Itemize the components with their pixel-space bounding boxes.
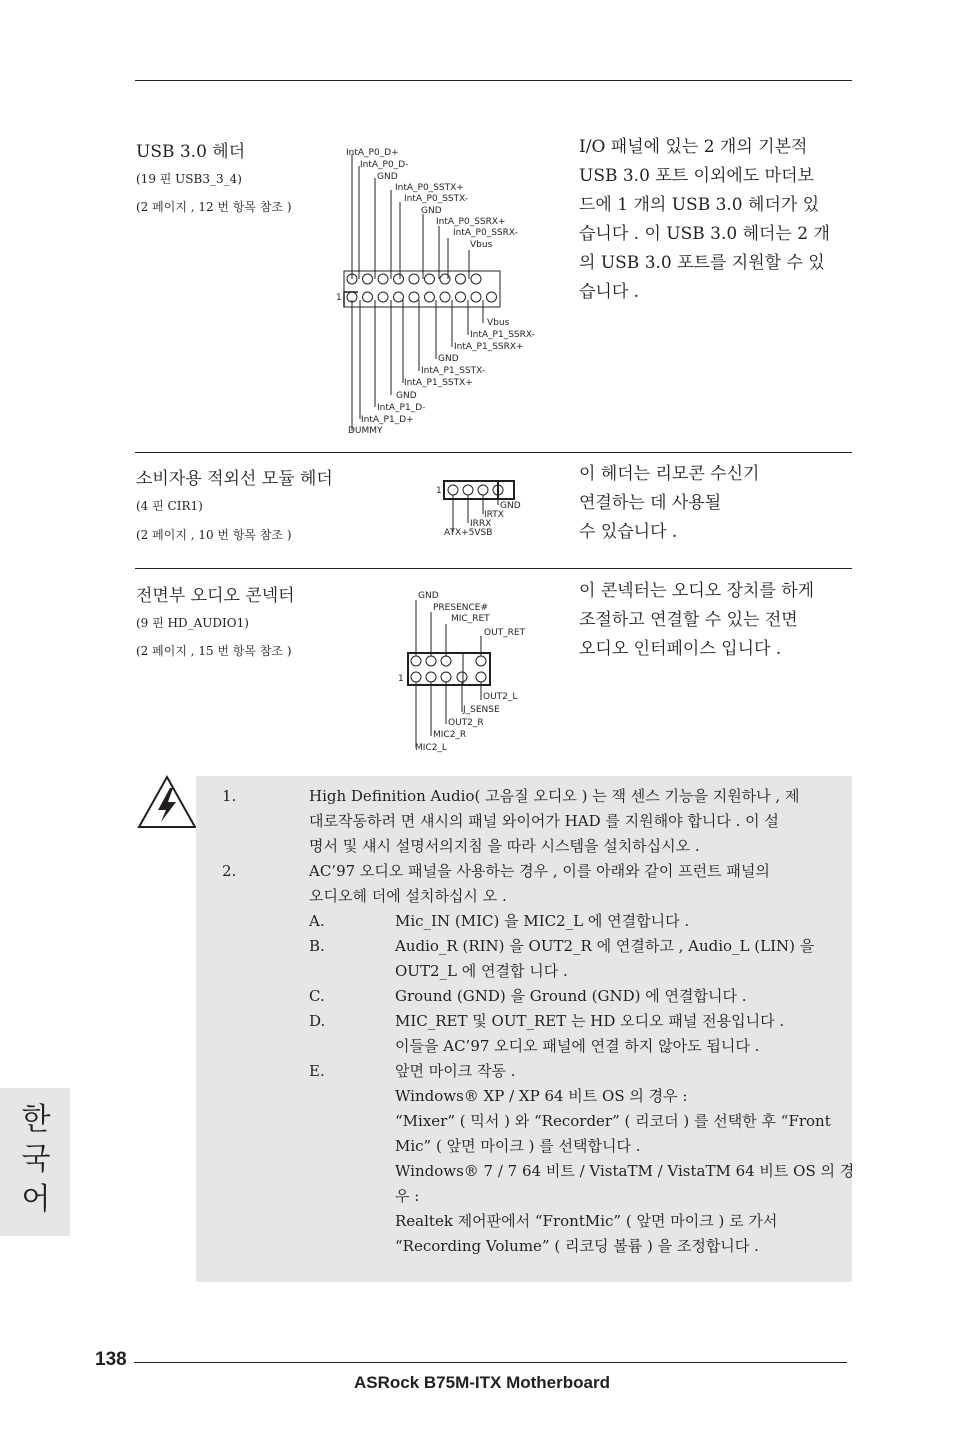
- cir-label: ATX+5VSB: [444, 528, 493, 538]
- footer-rule: [134, 1362, 847, 1363]
- desc-line: 조절하고 연결할 수 있는 전면: [579, 610, 798, 630]
- usb-pin-top: [425, 274, 435, 284]
- note-sub-letter: C.: [309, 987, 325, 1005]
- usb-bottom-label: IntA_P1_D-: [377, 403, 426, 413]
- usb-top-label: IntA_P0_D-: [360, 160, 409, 170]
- note-sub-letter: D.: [309, 1012, 326, 1030]
- usb-pin-bottom: [487, 292, 497, 302]
- usb-pin-top: [456, 274, 466, 284]
- desc-line: 의 USB 3.0 포트를 지원할 수 있: [579, 253, 825, 273]
- note-text: MIC_RET 및 OUT_RET 는 HD 오디오 패널 전용입니다 .: [395, 1012, 785, 1030]
- cir-header-pins: (4 핀 CIR1): [136, 499, 203, 513]
- usb-bottom-label: Vbus: [487, 318, 510, 328]
- note-text: Audio_R (RIN) 을 OUT2_R 에 연결하고 , Audio_L (LIN) 을: [395, 937, 815, 955]
- usb-pin-bottom: [471, 292, 481, 302]
- warning-icon: [136, 774, 198, 830]
- usb-pin-top: [363, 274, 373, 284]
- desc-line: 습니다 .: [579, 282, 640, 302]
- note-text: Ground (GND) 을 Ground (GND) 에 연결합니다 .: [395, 987, 747, 1005]
- cir-pin-diagram: [430, 475, 540, 545]
- note-text: Realtek 제어판에서 “FrontMic” ( 앞면 마이크 ) 로 가서: [395, 1212, 778, 1230]
- language-tab: [0, 1088, 70, 1236]
- usb-pin-bottom: [378, 292, 388, 302]
- note-text: 명서 및 섀시 설명서의지침 을 따라 시스템을 설치하십시오 .: [309, 837, 700, 855]
- note-text: Windows® XP / XP 64 비트 OS 의 경우 :: [395, 1087, 688, 1105]
- desc-line: 수 있습니다 .: [579, 522, 678, 542]
- usb-top-label: GND: [377, 172, 398, 182]
- audio-bottom-label: MIC2_R: [433, 730, 467, 740]
- language-tab-label: 한국어: [21, 1102, 51, 1217]
- note-text: 대로작동하려 면 섀시의 패널 와이어가 HAD 를 지원해야 합니다 . 이 설: [309, 812, 779, 830]
- note-text: OUT2_L 에 연결합 니다 .: [395, 962, 568, 980]
- note-text: High Definition Audio( 고음질 오디오 ) 는 잭 센스 기능을 지원하나 , 제: [309, 787, 800, 805]
- audio-top-label: GND: [418, 591, 439, 601]
- note-text: “Mixer” ( 믹서 ) 와 “Recorder” ( 리코더 ) 를 선택한 후 “Front: [395, 1112, 831, 1130]
- audio-top-label: OUT_RET: [484, 628, 526, 638]
- note-sub-letter: B.: [309, 937, 325, 955]
- usb-pin-bottom: [456, 292, 466, 302]
- usb-top-label: IntA_P0_SSRX+: [436, 217, 506, 227]
- usb-bottom-label: GND: [438, 354, 459, 364]
- section-divider: [135, 568, 852, 569]
- audio-top-label: MIC_RET: [451, 614, 490, 624]
- desc-line: 습니다 . 이 USB 3.0 헤더는 2 개: [579, 224, 830, 244]
- desc-line: 연결하는 데 사용될: [579, 493, 722, 513]
- usb-pin-top: [394, 274, 404, 284]
- audio-top-label: PRESENCE#: [433, 603, 489, 613]
- usb-pin-diagram: [330, 140, 570, 440]
- usb-top-label: IntA_P0_SSTX+: [395, 183, 464, 193]
- note-text: “Recording Volume” ( 리코딩 볼륨 ) 을 조정합니다 .: [395, 1237, 759, 1255]
- usb-bottom-label: IntA_P1_SSTX+: [404, 378, 473, 388]
- usb-bottom-label: IntA_P1_D+: [361, 415, 414, 425]
- pin1-label: 1: [336, 293, 342, 303]
- usb-bottom-label: DUMMY: [348, 426, 383, 436]
- usb-bottom-label: IntA_P1_SSRX+: [454, 342, 524, 352]
- usb-top-label: Vbus: [470, 240, 493, 250]
- note-number: 1.: [222, 787, 237, 805]
- audio-header-pins: (9 핀 HD_AUDIO1): [136, 616, 249, 630]
- audio-bottom-label: J_SENSE: [463, 705, 500, 715]
- cir-header-ref: (2 페이지 , 10 번 항목 참조 ): [136, 528, 292, 542]
- pin1-label: 1: [436, 486, 442, 496]
- usb-pin-bottom: [440, 292, 450, 302]
- usb-top-label: IntA_P0_SSRX-: [453, 228, 518, 238]
- usb-top-label: GND: [421, 206, 442, 216]
- note-text: AC’97 오디오 패널을 사용하는 경우 , 이를 아래와 같이 프런트 패널의: [309, 862, 770, 880]
- usb-pin-bottom: [409, 292, 419, 302]
- cir-header-title: 소비자용 적외선 모듈 헤더: [136, 469, 333, 489]
- cir-label: IRRX: [470, 519, 492, 529]
- desc-line: 오디오 인터페이스 입니다 .: [579, 639, 782, 659]
- usb-header-pins: (19 핀 USB3_3_4): [136, 172, 242, 186]
- note-text: 앞면 마이크 작동 .: [395, 1062, 516, 1080]
- usb-pin-top: [378, 274, 388, 284]
- page-number: 138: [95, 1349, 127, 1370]
- audio-header-ref: (2 페이지 , 15 번 항목 참조 ): [136, 644, 292, 658]
- usb-header-description: [579, 133, 830, 307]
- usb-bottom-label: IntA_P1_SSTX-: [421, 366, 486, 376]
- desc-line: USB 3.0 포트 이외에도 마더보: [579, 166, 814, 186]
- top-rule: [135, 80, 852, 81]
- note-text: Windows® 7 / 7 64 비트 / VistaTM / VistaTM 64 비트 OS 의 경: [395, 1162, 855, 1180]
- section-divider: [135, 452, 852, 453]
- note-text: Mic_IN (MIC) 을 MIC2_L 에 연결합니다 .: [395, 912, 690, 930]
- cir-label: IRTX: [484, 510, 504, 520]
- usb-top-label: IntA_P0_SSTX-: [404, 194, 469, 204]
- usb-pin-bottom: [363, 292, 373, 302]
- footer-product-name: ASRock B75M-ITX Motherboard: [354, 1373, 610, 1392]
- usb-bottom-label: IntA_P1_SSRX-: [470, 330, 535, 340]
- audio-bottom-label: MIC2_L: [415, 743, 447, 753]
- usb-bottom-label: GND: [396, 391, 417, 401]
- note-sub-letter: A.: [309, 912, 325, 930]
- cir-label: GND: [500, 501, 521, 511]
- audio-header-title: 전면부 오디오 콘넥터: [136, 586, 295, 606]
- usb-header-ref: (2 페이지 , 12 번 항목 참조 ): [136, 200, 292, 214]
- note-text: 우 :: [395, 1187, 420, 1205]
- note-text: 오디오헤 더에 설치하십시 오 .: [309, 887, 507, 905]
- audio-header-description: [579, 577, 814, 664]
- usb-pin-bottom: [425, 292, 435, 302]
- audio-bottom-label: OUT2_R: [448, 718, 484, 728]
- usb-pin-top: [409, 274, 419, 284]
- pin1-label: 1: [398, 674, 404, 684]
- desc-line: 이 헤더는 리모콘 수신기: [579, 464, 760, 484]
- audio-pin-diagram: [395, 588, 545, 758]
- cir-header-description: [579, 460, 759, 547]
- usb-top-label: IntA_P0_D+: [346, 148, 399, 158]
- desc-line: 드에 1 개의 USB 3.0 헤더가 있: [579, 195, 820, 215]
- note-number: 2.: [222, 862, 237, 880]
- usb-pin-top: [471, 274, 481, 284]
- note-text: 이들을 AC’97 오디오 패널에 연결 하지 않아도 됩니다 .: [395, 1037, 760, 1055]
- usb-pin-bottom: [394, 292, 404, 302]
- desc-line: 이 콘넥터는 오디오 장치를 하게: [579, 581, 815, 601]
- note-sub-letter: E.: [309, 1062, 325, 1080]
- usb-header-title: USB 3.0 헤더: [136, 142, 246, 162]
- audio-bottom-label: OUT2_L: [483, 692, 518, 702]
- note-text: Mic” ( 앞면 마이크 ) 를 선택합니다 .: [395, 1137, 641, 1155]
- desc-line: I/O 패널에 있는 2 개의 기본적: [579, 137, 808, 157]
